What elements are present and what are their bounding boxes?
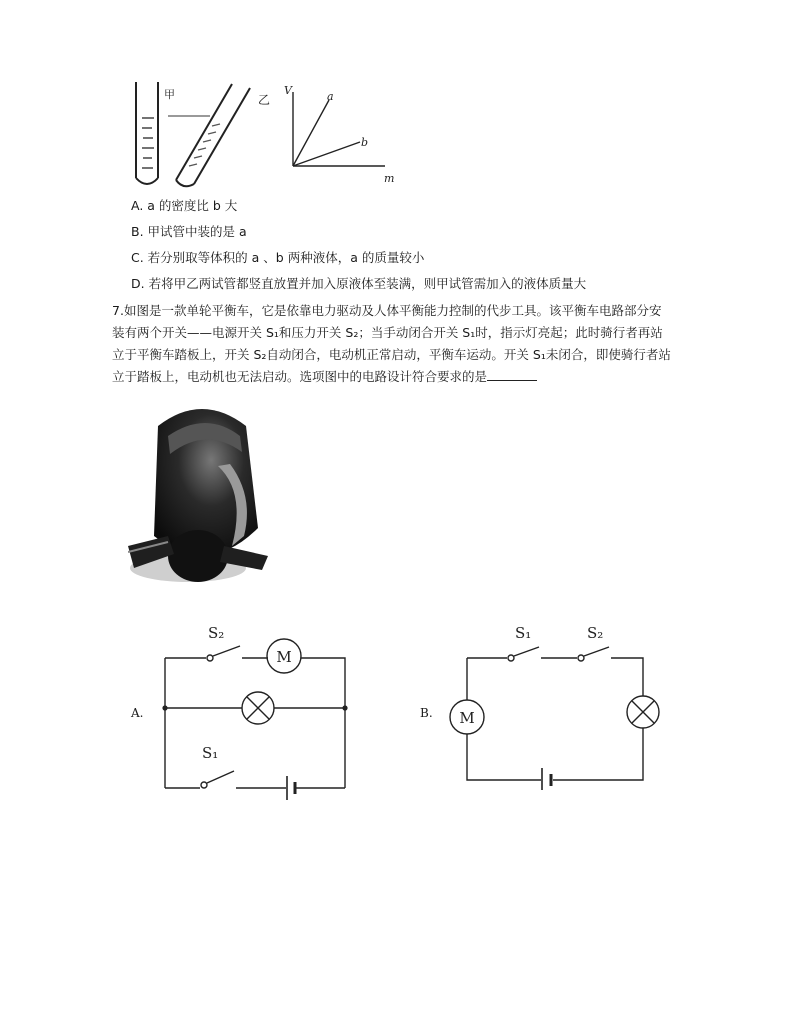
circuit-b <box>445 620 675 790</box>
switch-s2-pivot-b <box>578 655 584 661</box>
switch-s1-pivot-b <box>508 655 514 661</box>
switch-s1-blade <box>207 771 234 783</box>
switch-s1-blade-b <box>514 647 539 656</box>
option-b: B. 甲试管中装的是 a <box>131 224 247 239</box>
motor-b-label: M <box>459 709 475 727</box>
test-tubes-figure <box>128 78 278 190</box>
option-d: D. 若将甲乙两试管都竖直放置并加入原液体至装满，则甲试管需加入的液体质量大 <box>131 276 587 291</box>
option-a-label: A. <box>131 706 144 720</box>
motor-a-label: M <box>276 648 292 666</box>
y-axis-label: V <box>284 84 292 97</box>
question-text: 如图是一款单轮平衡车，它是依靠电力驱动及人体平衡能力控制的代步工具。该平衡车电路部分安装有两个开关——电源开关 S₁和压力开关 S₂；当手动闭合开关 S₁时，指示灯亮起；此时骑行者再站立于平衡车踏板上，开关 S₂自动闭合，电动机正常启动，平衡车运动。开关 S₁未闭合，即使骑行者站立于踏板上，电动机也无法启动。选项图中的电路设计符合要求的是 <box>112 303 671 384</box>
line-b <box>293 142 360 166</box>
line-b-label: b <box>361 136 369 149</box>
label-jia: 甲 <box>164 88 175 101</box>
unicycle-photo <box>128 396 276 596</box>
question-7 <box>112 300 672 388</box>
switch-s2-blade <box>213 646 240 656</box>
answer-blank <box>487 366 537 381</box>
switch-s2-blade-b <box>584 647 609 656</box>
v-m-graph <box>280 82 395 184</box>
tube-yi <box>176 84 250 186</box>
x-axis-label: m <box>384 172 395 184</box>
option-b-label: B. <box>420 706 433 720</box>
switch-s1-pivot <box>201 782 207 788</box>
s1-label-a: S₁ <box>202 744 219 762</box>
junction-right <box>342 705 347 710</box>
label-yi: 乙 <box>258 93 271 107</box>
line-a <box>293 100 329 166</box>
circuit-a <box>150 620 360 800</box>
question-number: 7. <box>112 303 124 318</box>
option-a: A. a 的密度比 b 大 <box>131 198 238 213</box>
s2-label-b: S₂ <box>587 624 604 642</box>
switch-s2-pivot <box>207 655 213 661</box>
junction-left <box>162 705 167 710</box>
option-c: C. 若分别取等体积的 a 、b 两种液体，a 的质量较小 <box>131 250 425 265</box>
line-a-label: a <box>327 90 334 103</box>
s1-label-b: S₁ <box>515 624 532 642</box>
s2-label-a: S₂ <box>208 624 225 642</box>
